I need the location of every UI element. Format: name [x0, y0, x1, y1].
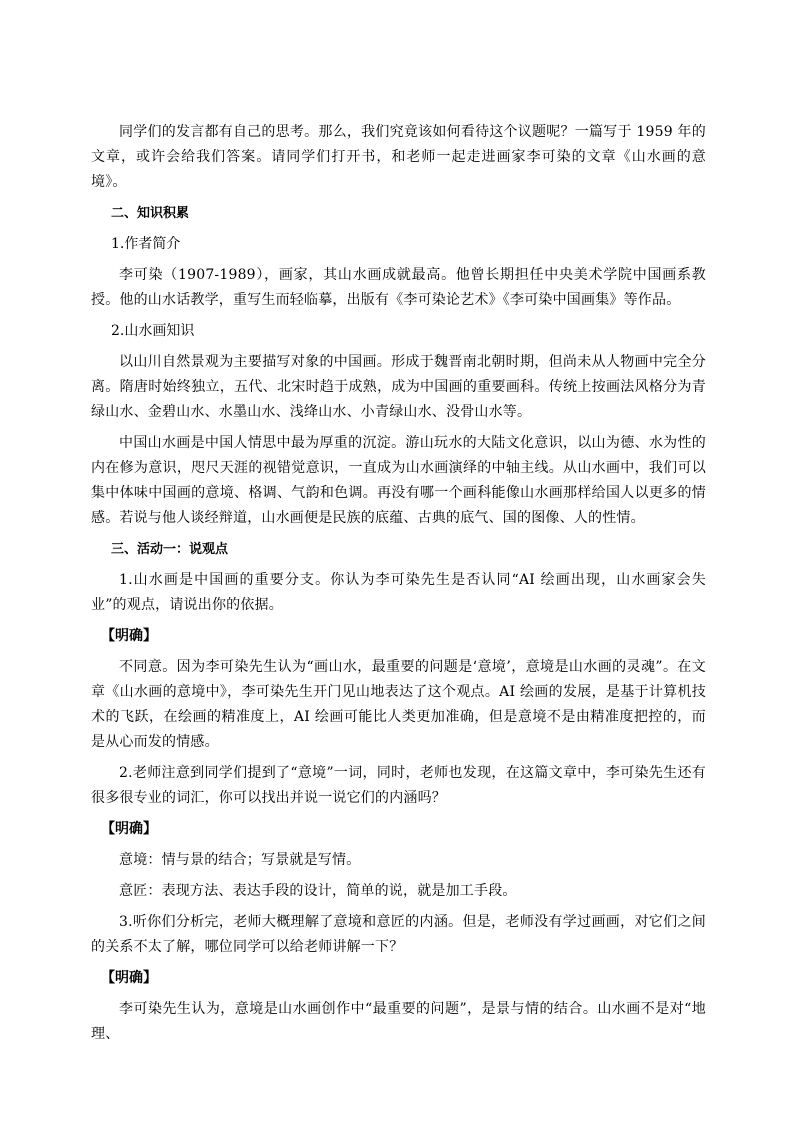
document-body	[91, 120, 706, 1053]
answer-tag-1: 【明确】	[101, 628, 157, 644]
subheading-author-bio: 1.作者简介	[111, 236, 181, 252]
question-3: 3.听你们分析完，老师大概理解了意境和意匠的内涵。但是，老师没有学过画画，对它们之间的关系不太了解，哪位同学可以给老师讲解一下？	[91, 914, 706, 955]
answer-3: 李可染先生认为，意境是山水画创作中“最重要的问题”，是景与情的结合。山水画不是对“地理、	[91, 1001, 706, 1042]
paragraph-landscape-culture: 中国山水画是中国人情思中最为厚重的沉淀。游山玩水的大陆文化意识，以山为德、水为性的内在修为意识，咫尺天涯的视错觉意识，一直成为山水画演绎的中轴主线。从山水画中，我们可以集中体味中国画的意境、格调、气韵和色调。再没有哪一个画科能像山水画那样给国人以更多的情感。若说与他人谈经辩道，山水画便是民族的底蕴、古典的底气、国的图像、人的性情。	[91, 435, 706, 526]
paragraph-author-bio: 李可染（1907-1989），画家，其山水画成就最高。他曾长期担任中央美术学院中国画系教授。他的山水话教学，重写生而轻临摹，出版有《李可染论艺术》《李可染中国画集》等作品。	[91, 267, 706, 308]
section-heading-knowledge: 二、知识积累	[111, 206, 190, 221]
section-heading-activity-one: 三、活动一：说观点	[111, 542, 229, 557]
answer-1: 不同意。因为李可染先生认为“画山水，最重要的问题是‘意境’，意境是山水画的灵魂”。在文章《山水画的意境中》，李可染先生开门见山地表达了这个观点。AI 绘画的发展，是基于计算机技术的飞跃，在绘画的精准度上，AI 绘画可能比人类更加准确，但是意境不是由精准度把控的，而是从心而发的情感。	[91, 659, 706, 750]
answer-tag-2: 【明确】	[101, 821, 157, 837]
answer-tag-3: 【明确】	[101, 970, 157, 986]
answer-2-yijiang: 意匠：表现方法、表达手段的设计，简单的说，就是加工手段。	[119, 883, 517, 899]
subheading-landscape-knowledge: 2.山水画知识	[111, 323, 195, 339]
question-1: 1.山水画是中国画的重要分支。你认为李可染先生是否认同“AI 绘画出现，山水画家会失业”的观点，请说出你的依据。	[91, 572, 706, 613]
paragraph-landscape-definition: 以山川自然景观为主要描写对象的中国画。形成于魏晋南北朝时期，但尚未从人物画中完全分离。隋唐时始终独立，五代、北宋时趋于成熟，成为中国画的重要画科。传统上按画法风格分为青绿山水、金碧山水、水墨山水、浅绛山水、小青绿山水、没骨山水等。	[91, 354, 706, 420]
question-2: 2.老师注意到同学们提到了“意境”一词，同时，老师也发现，在这篇文章中，李可染先生还有很多很专业的词汇，你可以找出并说一说它们的内涵吗？	[91, 765, 706, 806]
answer-2-yijing: 意境：情与景的结合；写景就是写情。	[119, 852, 361, 868]
paragraph-intro: 同学们的发言都有自己的思考。那么，我们究竟该如何看待这个议题呢？一篇写于 1959 年的文章，或许会给我们答案。请同学们打开书，和老师一起走进画家李可染的文章《山水画的意境》。	[91, 124, 706, 190]
